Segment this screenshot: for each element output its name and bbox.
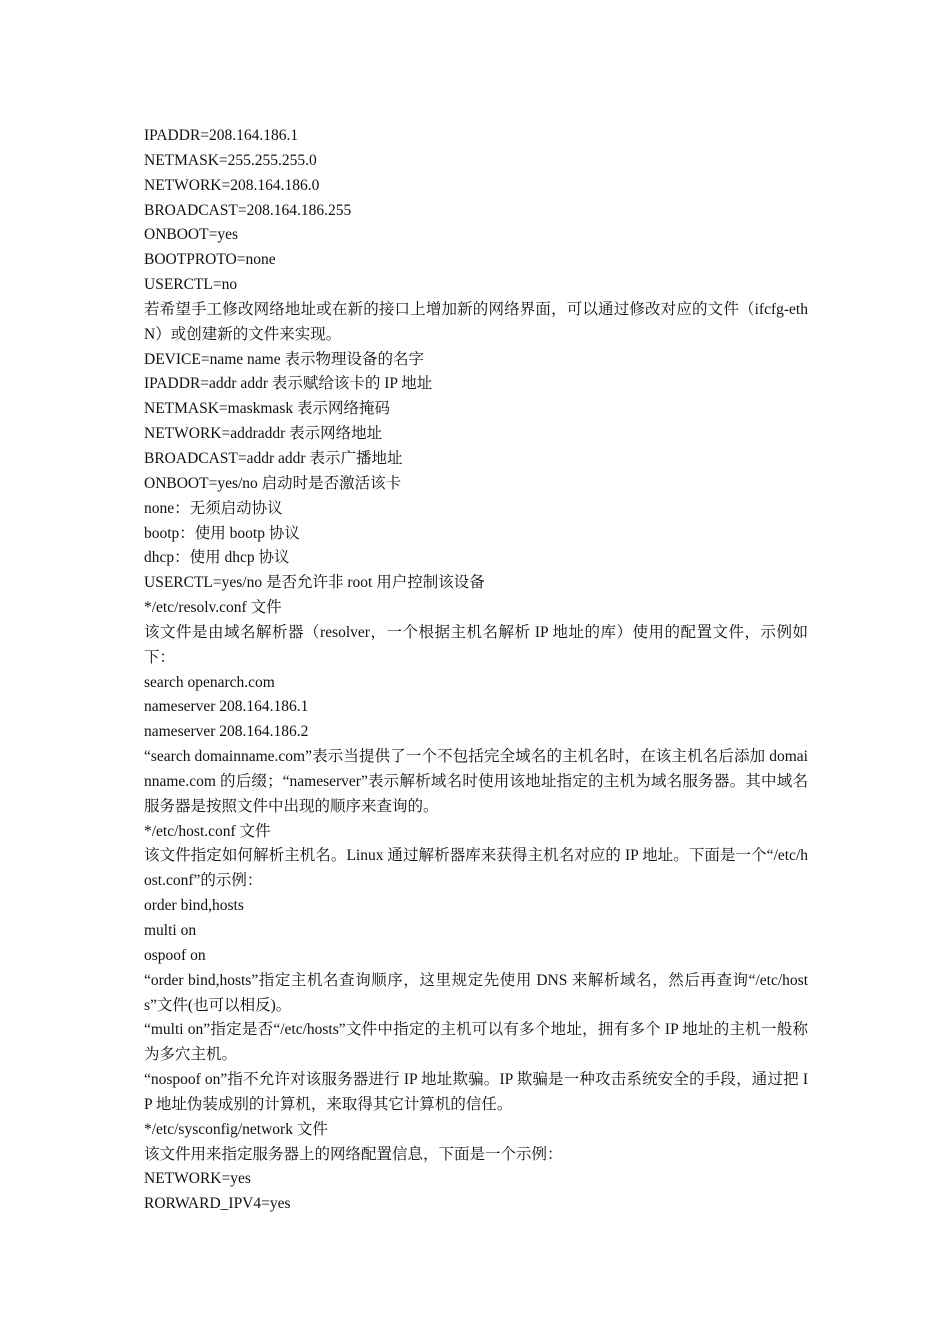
text-paragraph: “nospoof on”指不允许对该服务器进行 IP 地址欺骗。IP 欺骗是一种攻击系统安全的手段，通过把 IP 地址伪装成别的计算机，来取得其它计算机的信任。: [144, 1071, 808, 1113]
text-line: IPADDR=208.164.186.1: [144, 127, 299, 144]
text-line: USERCTL=no: [144, 276, 238, 294]
text-line: BOOTPROTO=none: [144, 251, 276, 269]
text-line: order bind,hosts: [144, 897, 244, 915]
text-line: */etc/resolv.conf 文件: [144, 599, 282, 617]
text-line: search openarch.com: [144, 673, 275, 691]
text-paragraph: “search domainname.com”表示当提供了一个不包括完全域名的主机名时，在该主机名后添加 domainname.com 的后缀；“nameserver”表示解析域名时使用该地址指定的主机为域名服务器。其中域名服务器是按照文件中出现的顺序来查询的。: [144, 748, 808, 815]
text-line: nameserver 208.164.186.1: [144, 698, 309, 716]
text-line: none：无须启动协议: [144, 499, 283, 517]
text-line: DEVICE=name name 表示物理设备的名字: [144, 350, 424, 368]
text-line: */etc/sysconfig/network 文件: [144, 1120, 328, 1138]
text-line: BROADCAST=addr addr 表示广播地址: [144, 449, 403, 467]
document-page: [144, 124, 808, 1217]
text-line: multi on: [144, 922, 197, 939]
text-paragraph: “multi on”指定是否“/etc/hosts”文件中指定的主机可以有多个地址，拥有多个 IP 地址的主机一般称为多穴主机。: [144, 1021, 808, 1064]
text-line: USERCTL=yes/no 是否允许非 root 用户控制该设备: [144, 574, 485, 592]
text-line: nameserver 208.164.186.2: [144, 723, 309, 741]
text-line: */etc/host.conf 文件: [144, 822, 271, 840]
text-line: bootp：使用 bootp 协议: [144, 524, 300, 542]
text-paragraph: 该文件是由域名解析器（resolver，一个根据主机名解析 IP 地址的库）使用的配置文件，示例如下：: [144, 623, 808, 666]
text-line: BROADCAST=208.164.186.255: [144, 201, 352, 219]
text-line: dhcp：使用 dhcp 协议: [144, 549, 290, 567]
text-line: ospoof on: [144, 946, 206, 964]
text-line: NETWORK=208.164.186.0: [144, 176, 320, 194]
text-line: ONBOOT=yes: [144, 226, 238, 244]
text-paragraph: 该文件指定如何解析主机名。Linux 通过解析器库来获得主机名对应的 IP 地址。下面是一个“/etc/host.conf”的示例：: [144, 847, 808, 890]
text-paragraph: 若希望手工修改网络地址或在新的接口上增加新的网络界面，可以通过修改对应的文件（ifcfg-ethN）或创建新的文件来实现。: [144, 300, 808, 343]
text-line: ONBOOT=yes/no 启动时是否激活该卡: [144, 474, 402, 492]
text-line: NETWORK=addraddr 表示网络地址: [144, 425, 383, 443]
text-line: IPADDR=addr addr 表示赋给该卡的 IP 地址: [144, 375, 433, 393]
text-line: RORWARD_IPV4=yes: [144, 1195, 291, 1213]
text-line: NETWORK=yes: [144, 1170, 251, 1188]
text-paragraph: “order bind,hosts”指定主机名查询顺序，这里规定先使用 DNS 来解析域名，然后再查询“/etc/hosts”文件(也可以相反)。: [144, 971, 808, 1014]
text-line: 该文件用来指定服务器上的网络配置信息，下面是一个示例：: [144, 1145, 563, 1163]
text-line: NETMASK=255.255.255.0: [144, 151, 317, 169]
text-line: NETMASK=maskmask 表示网络掩码: [144, 400, 390, 418]
